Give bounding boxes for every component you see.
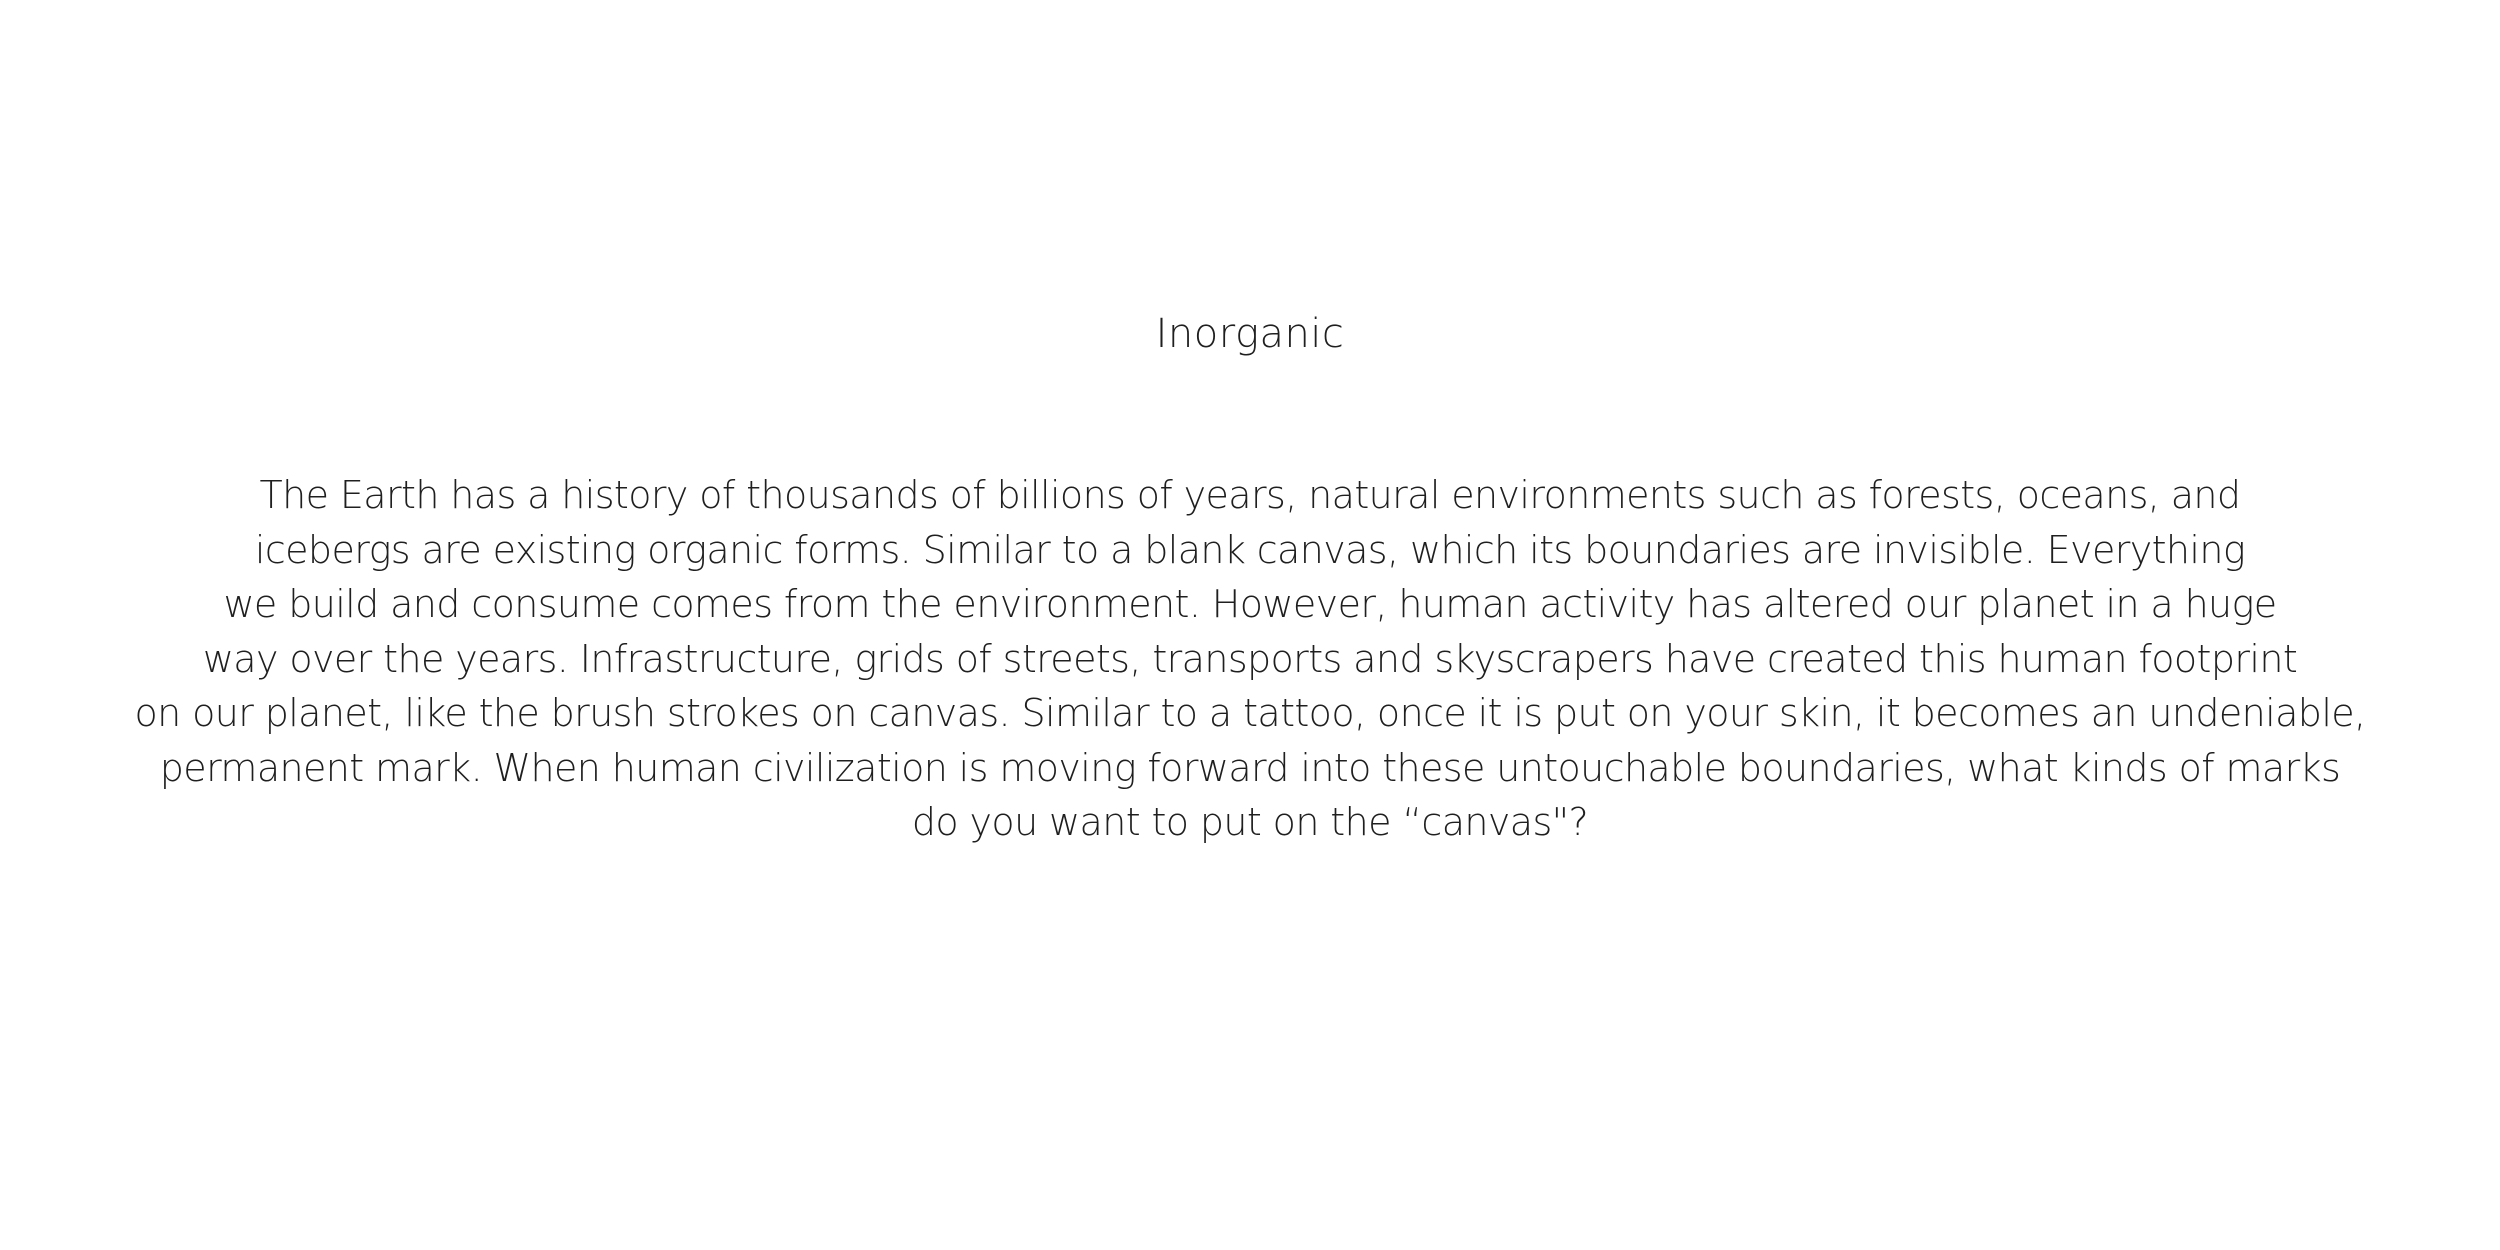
paragraph-line: we build and consume comes from the environment. However, human activity has altered our planet in a huge [223, 582, 2277, 626]
paragraph-line: The Earth has a history of thousands of billions of years, natural environments such as forests, oceans, and [259, 473, 2241, 517]
paragraph-line: on our planet, like the brush strokes on canvas. Similar to a tattoo, once it is put on your skin, it becomes an undeniable, [134, 691, 2366, 735]
paragraph-line: permanent mark. When human civilization is moving forward into these untouchable boundaries, what kinds of marks [159, 745, 2341, 790]
paragraph-line: icebergs are existing organic forms. Similar to a blank canvas, which its boundaries are invisible. Everything [254, 527, 2246, 572]
paragraph-line: way over the years. Infrastructure, grids of streets, transports and skyscrapers have created this human footprint [202, 636, 2298, 681]
description-paragraph [0, 468, 2500, 850]
paragraph-line: do you want to put on the “canvas"? [911, 800, 1589, 844]
page-title: Inorganic [1155, 311, 1345, 357]
